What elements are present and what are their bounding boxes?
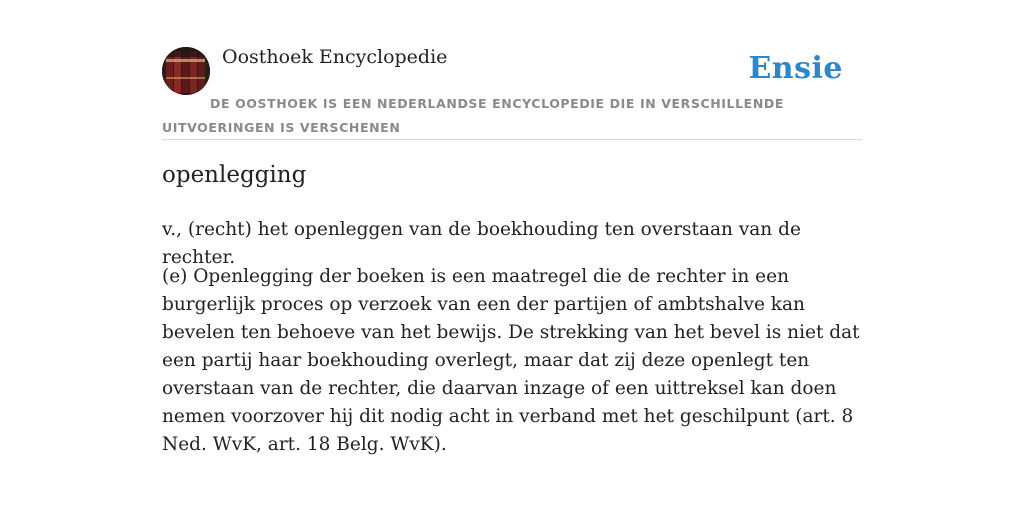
encyclopedia-books-icon[interactable] xyxy=(162,47,210,95)
source-title[interactable]: Oosthoek Encyclopedie xyxy=(222,46,448,68)
source-description: DE OOSTHOEK IS EEN NEDERLANDSE ENCYCLOPEDIE DIE IN VERSCHILLENDE UITVOERINGEN IS VERSCHENEN xyxy=(162,96,784,135)
source-header xyxy=(162,0,862,140)
ensie-logo[interactable]: Ensie xyxy=(748,51,843,86)
page-container xyxy=(162,0,862,455)
explanation-paragraph: (e) Openlegging der boeken is een maatregel die de rechter in een burgerlijk proces op verzoek van een der partijen of ambtshalve kan bevelen ten behoeve van het bewijs. De strekking van het bevel is niet dat een partij haar boekhouding overlegt, maar dat zij deze openlegt ten overstaan van de rechter, die daarvan inzage of een uittreksel kan doen nemen voorzover hij dit nodig acht in verband met het geschilpunt (art. 8 Ned. WvK, art. 18 Belg. WvK). xyxy=(162,266,860,455)
definition-paragraph: v., (recht) het openleggen van de boekhouding ten overstaan van de rechter. xyxy=(162,219,801,268)
entry-title: openlegging xyxy=(162,162,307,188)
